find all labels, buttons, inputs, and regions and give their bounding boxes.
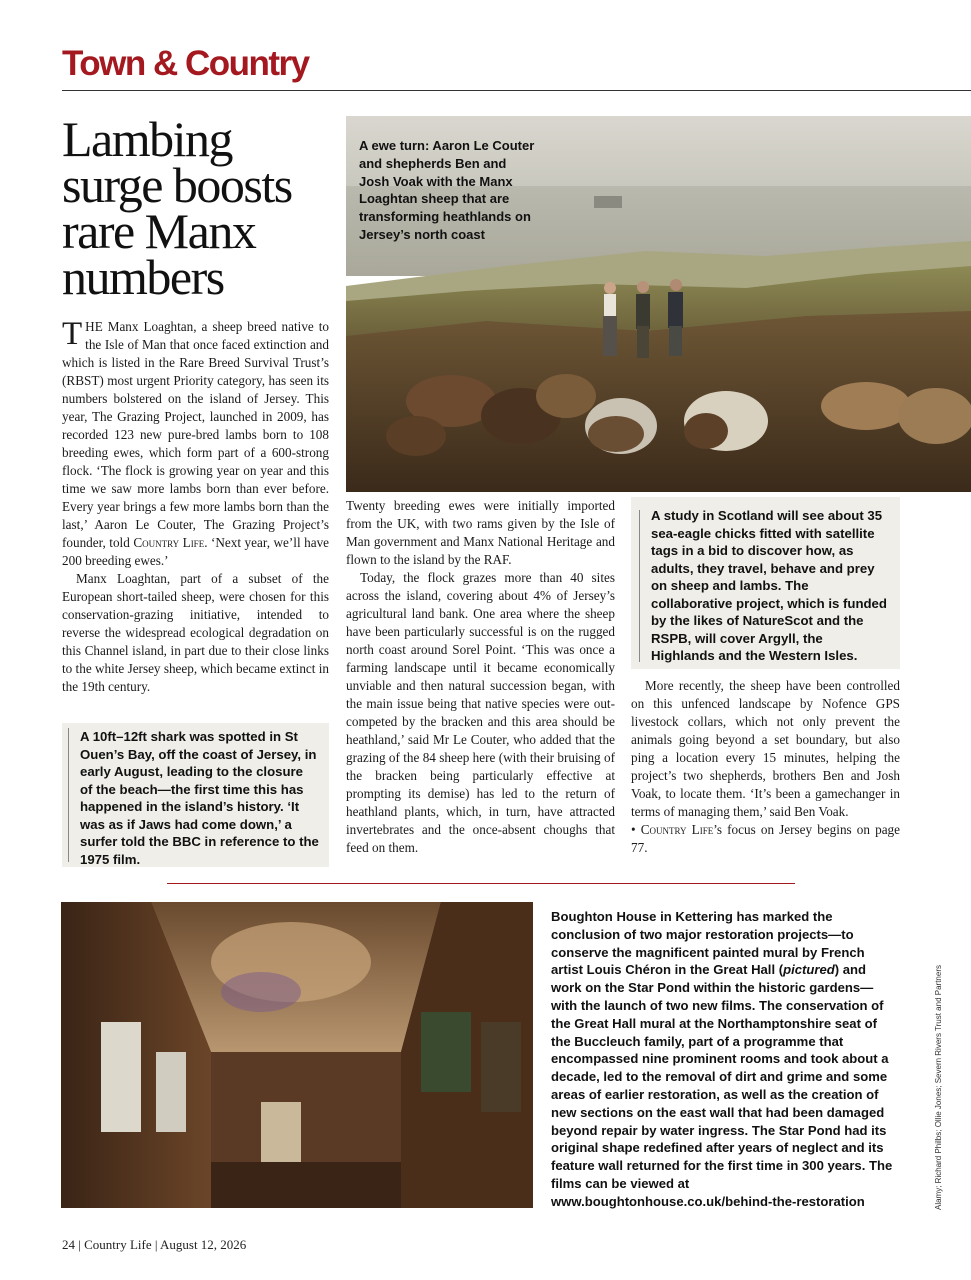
- header-rule: [62, 90, 971, 91]
- magazine-name: Country Life: [640, 822, 714, 837]
- article-text: ’s focus on Jersey begins on page 77.: [631, 822, 900, 855]
- sidebar-rule: [639, 510, 640, 662]
- eagle-sidebar: [631, 497, 900, 669]
- article-paragraph: Today, the flock grazes more than 40 sites across the island, covering about 4% of Jersey’s agricultural land bank. One area where the sheep have been particularly successful is on the rugged north coast around Sorel Point. ‘This was once a farming landscape until it became economically unviable and then natural succession began, with the main issue being that native species were out-competed by the bracken and this area should be heathland,’ said Mr Le Couter, who added that the grazing of the 84 sheep here (with their bruising of the bracken being particularly effective at prompting its demise) has led to the return of heathland plants, which, in turn, have attracted invertebrates and the once-absent choughs that feed on them.: [346, 570, 615, 855]
- boughton-text-italic: pictured: [783, 962, 835, 978]
- bullet: •: [631, 822, 636, 837]
- photo-credits: Alamy; Richard Philbs; Ollie Jones; Severn Rivers Trust and Partners: [934, 965, 943, 1210]
- great-hall-photo: [61, 902, 533, 1208]
- article-column-3: [631, 677, 900, 857]
- page-footer: 24 | Country Life | August 12, 2026: [62, 1237, 247, 1252]
- sidebar-text: A study in Scotland will see about 35 sea-eagle chicks fitted with satellite tags in a bid to discover how, as adults, they travel, behave and prey on sheep and lambs. The collaborative project, which is funded by the likes of NatureScot and the RSPB, will cover Argyll, the Highlands and the Western Isles.: [651, 508, 887, 663]
- article-paragraph: Manx Loaghtan, part of a subset of the European short-tailed sheep, were chosen for this conservation-grazing initiative, intended to reverse the widespread ecological degradation on this Channel island, in part due to their close links to the white Jersey sheep, which became extinct in the 19th century.: [62, 571, 329, 694]
- article-paragraph: [62, 318, 329, 570]
- headline: Lambing surge boosts rare Manx numbers: [62, 111, 292, 305]
- sidebar-text: A 10ft–12ft shark was spotted in St Ouen’s Bay, off the coast of Jersey, in early August, leading to the closure of the beach—the first time this has happened in the island’s history. ‘It was as if Jaws had come down,’ a surfer told the BBC in reference to the 1975 film.: [80, 729, 319, 867]
- article-text: HE Manx Loaghtan, a sheep breed native to the Isle of Man that once faced extinction and which is listed in the Rare Breed Survival Trust’s (RBST) most urgent Priority category, has seen its numbers bolstered on the island of Jersey. This year, The Grazing Project, launched in 2009, has recorded 123 new pure-bred lambs born to 108 breeding ewes, which form part of a 600-strong flock. ‘The flock is growing year on year and this time we saw more lambs born than ever before. Every year brings a few more lambs born than the last,’ Aaron Le Couter, The Grazing Project’s founder, told: [62, 319, 329, 550]
- section-title: Town & Country: [62, 44, 309, 83]
- shark-sidebar: [62, 723, 329, 867]
- boughton-text: Boughton House in Kettering has marked the conclusion of two major restoration projects—to conserve the magnificent painted mural by French artist Louis Chéron in the Great Hall (: [551, 909, 865, 978]
- boughton-text: ) and work on the Star Pond within the historic gardens—with the launch of two new films. The conservation of the Great Hall mural at the Northamptonshire seat of the Buccleuch family, part of a programme that encompassed nine prominent rooms and took about a decade, led to the removal of dirt and grime and some areas of earlier restoration, as well as the creation of new sections on the east wall that had been damaged beyond repair by water ingress. The Star Pond had its original shape redefined after years of neglect and its feature wall returned for the first time in 300 years. The films can be viewed at www.boughtonhouse.co.uk/behind-the-restoration: [551, 962, 893, 1209]
- section-divider: [167, 883, 795, 884]
- drop-cap: T: [62, 316, 83, 352]
- article-column-1: [62, 318, 329, 696]
- article-paragraph: More recently, the sheep have been controlled on this unfenced landscape by Nofence GPS livestock collars, which not only prevent the animals going beyond a set boundary, but also ping a location every 15 minutes, helping the project’s two shepherds, brothers Ben and Josh Voak, to locate them. ‘It’s been a gamechanger in terms of managing them,’ said Ben Voak.: [631, 678, 900, 819]
- photo-caption: A ewe turn: Aaron Le Couter and shepherds Ben and Josh Voak with the Manx Loaghtan sheep that are transforming heathlands on Jersey’s north coast: [359, 138, 535, 242]
- magazine-name: Country Life: [133, 535, 205, 550]
- sidebar-rule: [68, 728, 69, 862]
- article-paragraph: [631, 821, 900, 857]
- boughton-news-item: [551, 908, 899, 1211]
- article-paragraph: Twenty breeding ewes were initially imported from the UK, with two rams given by the Isle of Man government and Manx National Heritage and flown to the island by the RAF.: [346, 498, 615, 567]
- article-text: . ‘Next year, we’ll have 200 breeding ewes.’: [62, 535, 330, 568]
- article-column-2: [346, 497, 615, 857]
